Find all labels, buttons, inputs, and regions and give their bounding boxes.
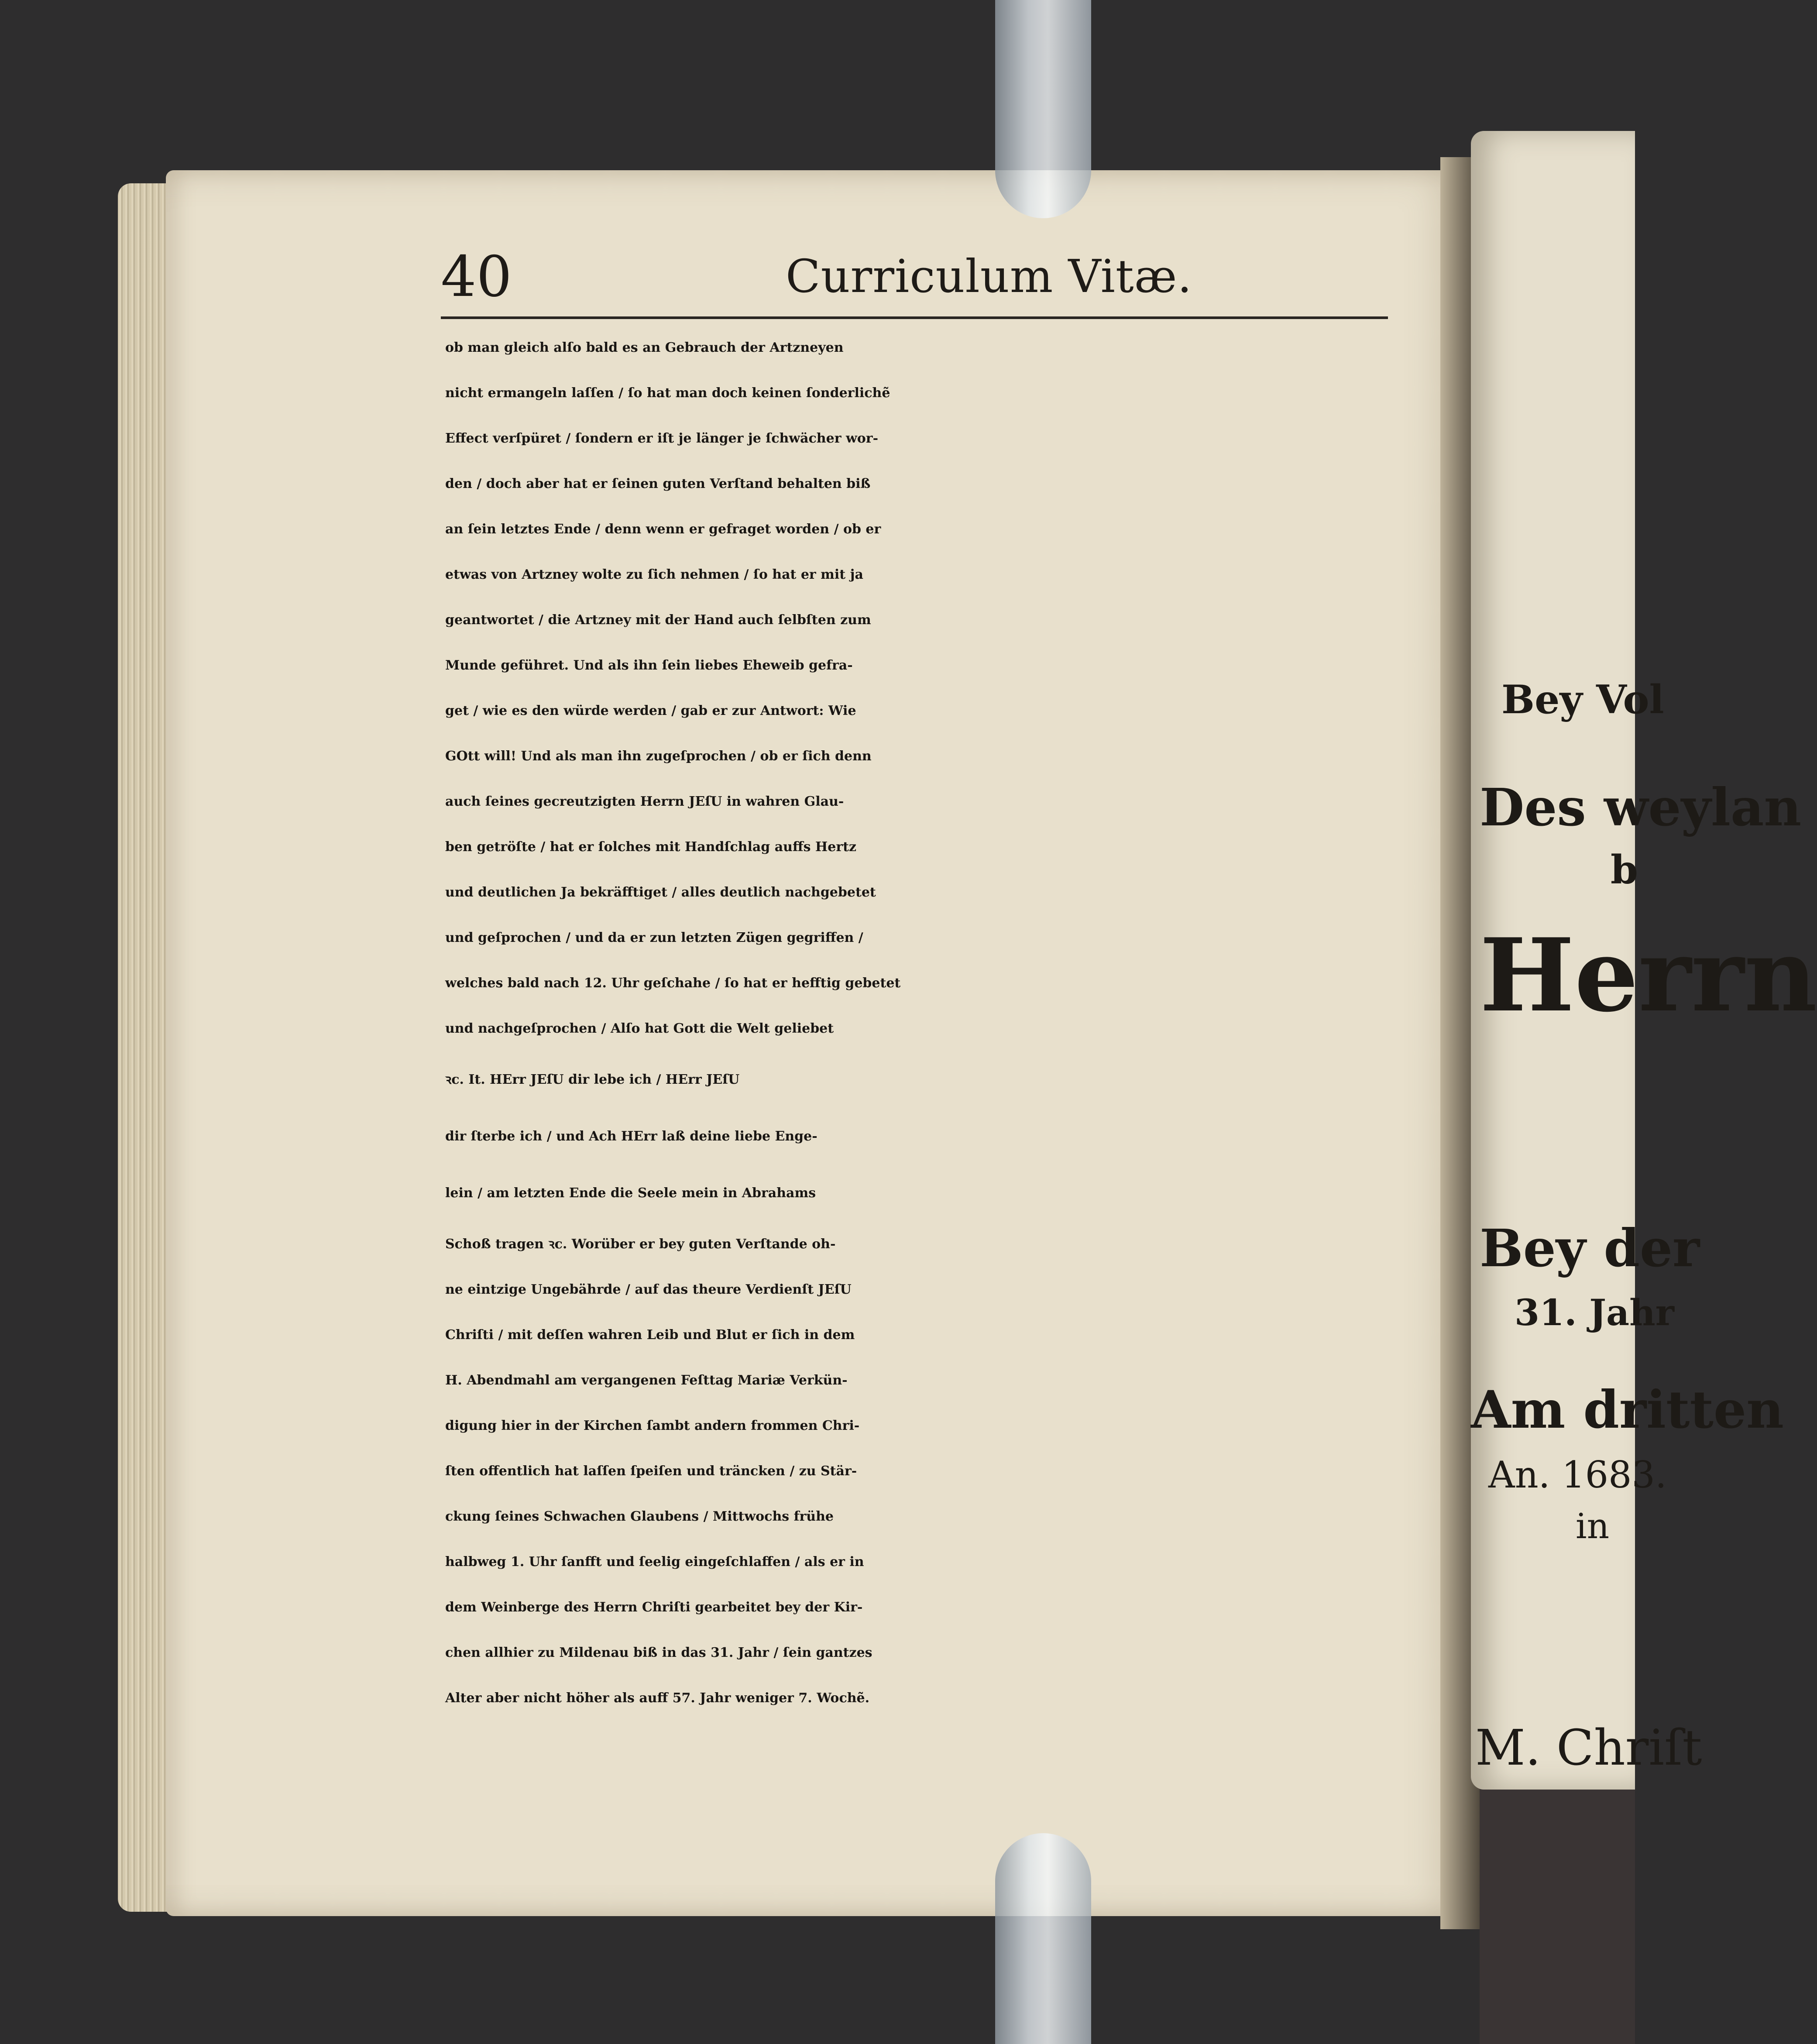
text-line: get / wie es den würde werden / gab er zur Antwort: Wie (445, 703, 856, 718)
right-fragment: Herrn (1480, 917, 1817, 1034)
page-number: 40 (441, 244, 512, 309)
text-line: Munde geführet. Und als ihn ſein liebes Eheweib gefra- (445, 658, 853, 673)
text-line: ſten offentlich hat laſſen ſpeiſen und träncken / zu Stär- (445, 1463, 857, 1479)
text-line: etwas von Artzney wolte zu ſich nehmen / ſo hat er mit ja (445, 567, 863, 582)
text-line: digung hier in der Kirchen ſambt andern frommen Chri- (445, 1418, 860, 1433)
right-fragment: M. Chriſt (1475, 1720, 1702, 1776)
text-line: Alter aber nicht höher als auff 57. Jahr weniger 7. Wochẽ. (445, 1690, 870, 1706)
right-fragment: Am dritten (1471, 1379, 1784, 1440)
text-line: welches bald nach 12. Uhr geſchahe / ſo hat er hefftig gebetet (445, 976, 901, 991)
right-fragment: b (1611, 847, 1638, 893)
text-line: nicht ermangeln laſſen / ſo hat man doch keinen ſonderlichẽ (445, 385, 890, 401)
text-line: dir ſterbe ich / und Ach HErr laß deine liebe Enge- (445, 1129, 817, 1144)
text-line: Schoß tragen ꝛc. Worüber er bey guten Verſtande oh- (445, 1237, 836, 1252)
text-line: dem Weinberge des Herrn Chriſti gearbeitet bey der Kir- (445, 1600, 863, 1615)
text-line: an ſein letztes Ende / denn wenn er gefraget worden / ob er (445, 522, 881, 537)
right-fragment: Bey der (1480, 1218, 1700, 1278)
text-line: Chriſti / mit deſſen wahren Leib und Blut er ſich in dem (445, 1327, 855, 1343)
right-fragment: Bey Vol (1501, 677, 1664, 723)
running-title: Curriculum Vitæ. (786, 250, 1192, 303)
text-line: und nachgeſprochen / Alſo hat Gott die Welt geliebet (445, 1021, 834, 1036)
text-line: chen allhier zu Mildenau biß in das 31. Jahr / ſein gantzes (445, 1645, 872, 1660)
text-line: auch ſeines gecreutzigten Herrn JEſU in wahren Glau- (445, 794, 844, 809)
text-line: lein / am letzten Ende die Seele mein in Abrahams (445, 1185, 816, 1201)
text-line: den / doch aber hat er ſeinen guten Verſtand behalten biß (445, 476, 871, 491)
text-line: GOtt will! Und als man ihn zugeſprochen / ob er ſich denn (445, 749, 872, 764)
text-line: ne eintzige Ungebährde / auf das theure Verdienſt JEſU (445, 1282, 852, 1297)
right-fragment: Des weylan (1480, 777, 1802, 838)
page-clip-top (995, 0, 1091, 218)
text-line: Effect verſpüret / ſondern er iſt je länger je ſchwächer wor- (445, 431, 879, 446)
text-line: ꝛc. It. HErr JEſU dir lebe ich / HErr JEſU (445, 1072, 740, 1087)
right-fragment: An. 1683. (1488, 1453, 1667, 1496)
header-rule (441, 316, 1388, 319)
right-page-shadow (1480, 1746, 1635, 2044)
text-line: ckung ſeines Schwachen Glaubens / Mittwochs frühe (445, 1509, 834, 1524)
text-line: und geſprochen / und da er zun letzten Zügen gegriffen / (445, 930, 863, 945)
text-line: ob man gleich alſo bald es an Gebrauch der Artzneyen (445, 340, 844, 355)
right-fragment: 31. Jahr (1515, 1292, 1674, 1334)
page-clip-bottom (995, 1833, 1091, 2044)
right-page (1471, 131, 1817, 1790)
text-line: geantwortet / die Artzney mit der Hand auch ſelbſten zum (445, 612, 871, 628)
text-line: halbweg 1. Uhr ſanfft und ſeelig eingeſchlaffen / als er in (445, 1554, 864, 1570)
text-line: ben getröſte / hat er ſolches mit Handſchlag auffs Hertz (445, 839, 857, 855)
body-text (445, 325, 1397, 1721)
text-line: H. Abendmahl am vergangenen Feſttag Mariæ Verkün- (445, 1373, 848, 1388)
text-line: und deutlichen Ja bekräfftiget / alles deutlich nachgebetet (445, 885, 876, 900)
right-fragment: in (1576, 1506, 1610, 1546)
